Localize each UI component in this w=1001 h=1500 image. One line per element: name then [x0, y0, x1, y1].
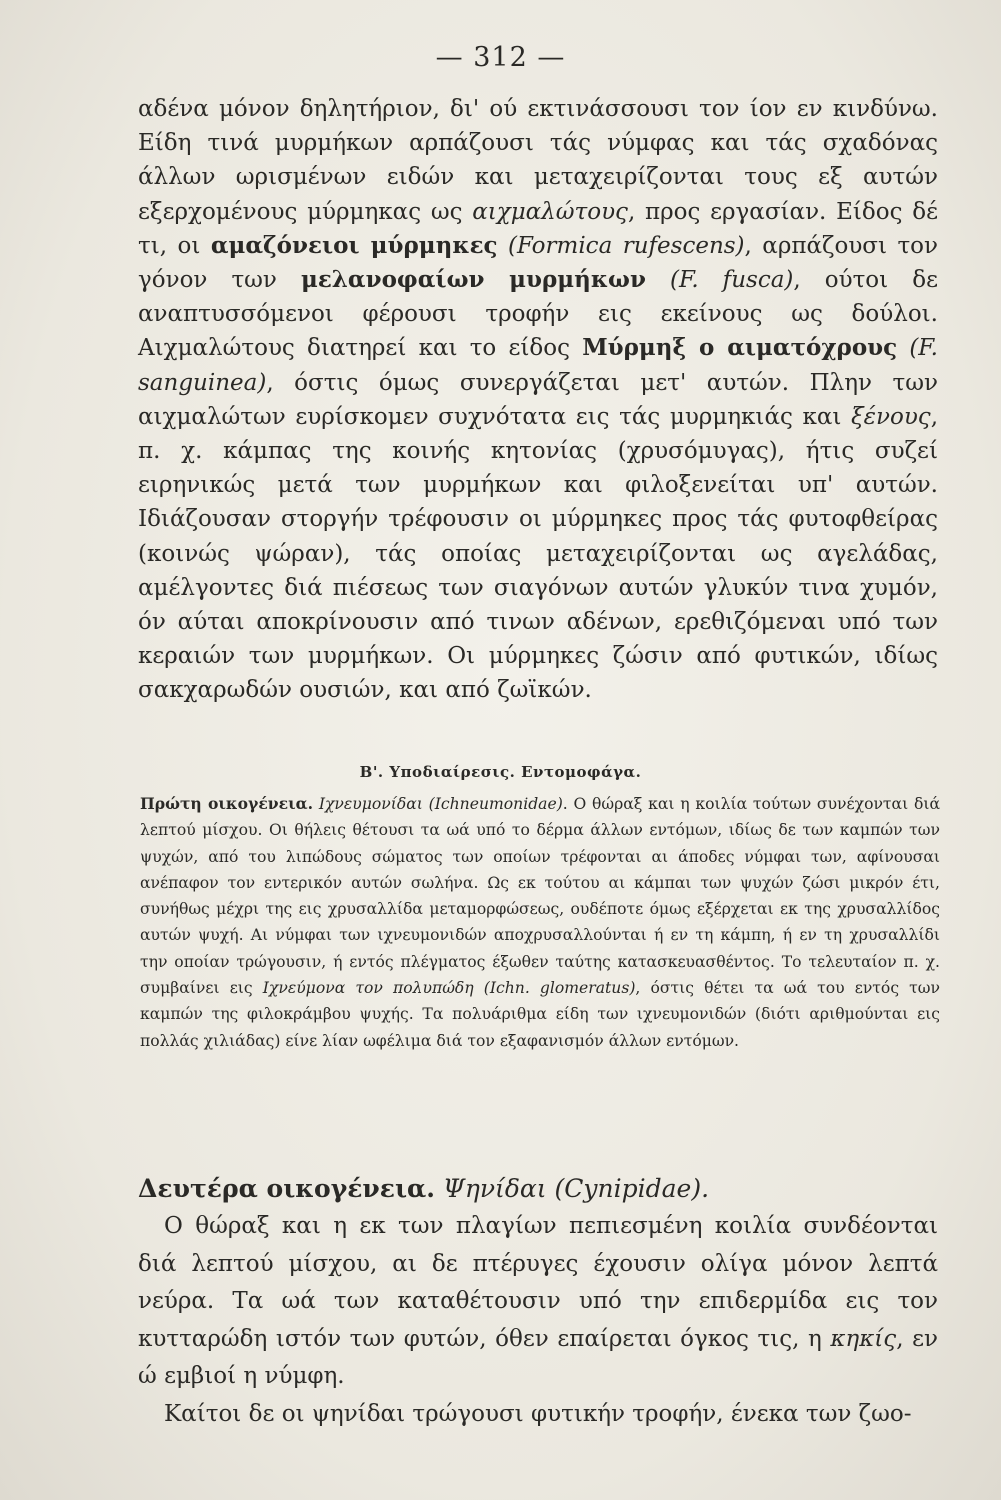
family-name: Ιχνευμονίδαι (Ichneumonidae): [313, 795, 563, 813]
term-amazon-ants: αμαζόνειοι μύρμηκες: [210, 231, 498, 259]
text-run: , π. χ. κάμπας της κοινής κητονίας (χρυσόμυγας), ήτις συζεί ειρηνικώς μετά των μυρμήκων και φιλοξενείται υπ' αυτών. Ιδιάζουσαν στοργήν τρέφουσιν οι μύρμηκες προς τάς φυτοφθείρας (κοινώς ψώραν), τάς οποίας μεταχειρίζονται ως αγελάδας, αμέλγοντες διά πιέσεως των σιαγόνων αυτών γλυκύν τινα χυμόν, όν αύται αποκρίνουσιν από τινων αδένων, ερεθιζόμεναι υπό των κεραιών των μυρμήκων. Οι μύρμηκες ζώσιν από φυτικών, ιδίως σακχαρωδών ουσιών, και από ζωϊκών.: [138, 403, 938, 704]
species-example: Ιχνεύμονα τον πολυπώδη (Ichn. glomeratus): [262, 979, 636, 998]
section-heading: Β'. Υποδιαίρεσις. Εντομοφάγα.: [359, 763, 642, 781]
latin-fusca: (F. fusca): [645, 267, 794, 294]
text-run: αδένα μόνον δηλητήριον, δι' ού εκτινάσσουσι τον ίον εν κινδύνω. Είδη τινά μυρμήκων αρπάζουσι τάς νύμφας και τάς σχαδόνας άλλων ωρισμένων ειδών και μεταχειρίζονται τους εξ αυτών εξερχομένους μύρμηκας ως: [138, 96, 938, 225]
family-name: Ψηνίδαι (Cynipidae).: [435, 1174, 710, 1203]
family-ichneumonidae: [140, 791, 940, 1054]
text-run: , ούτοι δε αναπτυσσόμενοι φέρουσι τροφήν εις εκείνους ως δούλοι. Αιχμαλώτους διατηρεί και το είδος: [138, 267, 938, 362]
term-captives: αιχμαλώτους: [472, 198, 628, 225]
paragraph-ants: [138, 92, 938, 708]
text-run: , εν ώ εμβιοί η νύμφη.: [138, 1325, 938, 1389]
text-run: . Ο θώραξ και η κοιλία τούτων συνέχονται διά λεπτού μίσχου. Οι θήλεις θέτουσι τα ωά υπό το δέρμα άλλων εντόμων, ιδίως δε των καμπών των ψυχών, από του λιπώδους σώματος των οποίων τρέφονται αι άποδες νύμφαι των, αφίνουσαι ανέπαφον τον εντερικόν αυτών σωλήνα. Ως εκ τούτου αι κάμπαι των ψυχών ζώσι μικρόν έτι, συνήθως μέχρι της εις χρυσαλλίδα μεταμορφώσεως, ουδέποτε όμως εξέρχεται εκ της χρυσαλλίδος αυτών ψυχή. Αι νύμφαι των ιχνευμονιδών αποχρυσαλλούνται ή εν τη κάμπη, ή εν τη χρυσαλλίδι την οποίαν τρώγουσιν, ή εντός πλέγματος έξωθεν ταύτης κατασκευασθέντος. Το τελευταίον π. χ. συμβαίνει εις: [140, 795, 940, 998]
family-cynipidae-text: [138, 1208, 938, 1396]
family-label: Πρώτη οικογένεια.: [140, 794, 314, 813]
term-gall: κηκίς: [830, 1325, 897, 1352]
page-number: — 312 —: [435, 42, 566, 73]
term-black-ants: μελανοφαίων μυρμήκων: [300, 266, 646, 294]
latin-formica: (Formica rufescens): [497, 232, 745, 259]
text-run: , προς εργασίαν. Είδος δέ τι, οι: [138, 198, 938, 259]
text-run: , όστις όμως συνεργάζεται μετ' αυτών. Πλην των αιχμαλώτων ευρίσκομεν συχνότατα εις τάς μυρμηκιάς και: [138, 369, 938, 430]
text-run: Ο θώραξ και η εκ των πλαγίων πεπιεσμένη κοιλία συνδέονται διά λεπτού μίσχου, αι δε πτέρυγες έχουσιν ολίγα μόνον λεπτά νεύρα. Τα ωά των καταθέτουσιν υπό την επιδερμίδα εις τον κυτταρώδη ιστόν των φυτών, όθεν επαίρεται όγκος τις, η: [138, 1213, 938, 1352]
text-run: , όστις θέτει τα ωά του εντός των καμπών της φιλοκράμβου ψυχής. Τα πολυάριθμα είδη των ιχνευμονιδών (διότι αριθμούνται εις πολλάς χιλιάδας) είνε λίαν ωφέλιμα διά τον εξαφανισμόν άλλων εντόμων.: [140, 979, 940, 1050]
family-cynipidae: [138, 1170, 938, 1433]
family-cynipidae-text-2: Καίτοι δε οι ψηνίδαι τρώγουσι φυτικήν τροφήν, ένεκα των ζωο-: [164, 1400, 912, 1427]
family-ichneumonidae-text: [140, 791, 940, 1054]
family-heading: [138, 1170, 938, 1208]
family-label: Δευτέρα οικογένεια.: [138, 1174, 435, 1203]
term-blood-ant: Μύρμηξ ο αιματόχρους: [582, 334, 898, 362]
paragraph-ants-text: [138, 92, 938, 708]
latin-sanguinea: (F. sanguinea): [138, 335, 938, 396]
text-run: , αρπάζουσι τον γόνον των: [138, 232, 939, 294]
term-strangers: ξένους: [850, 403, 931, 430]
